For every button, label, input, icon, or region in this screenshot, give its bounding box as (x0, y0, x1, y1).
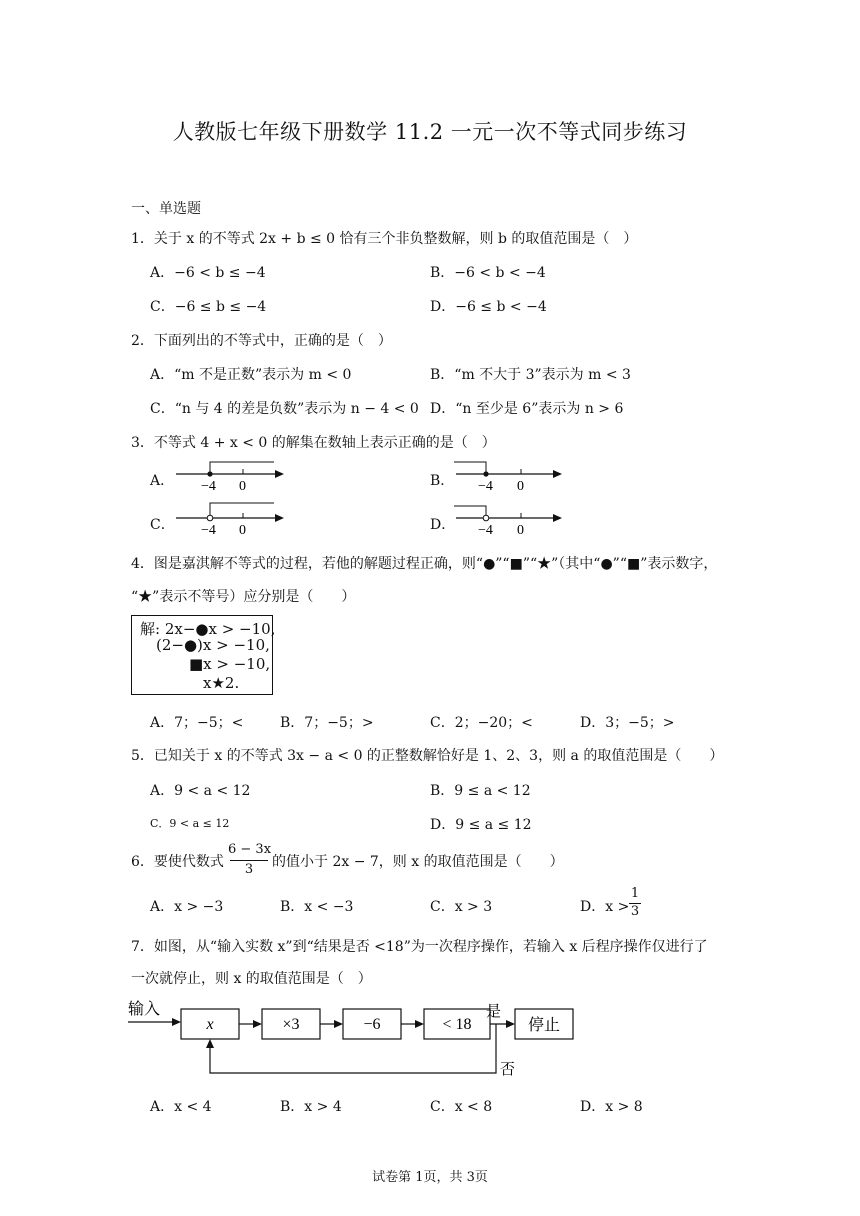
q2-option-c: C．“n 与 4 的差是负数”表示为 n − 4 < 0 (150, 401, 419, 417)
q4-solution-box (131, 615, 276, 695)
q4-option-d: D．3；−5；> (580, 715, 675, 731)
question-7-stem-line1: 7．如图，从“输入实数 x”到“结果是否 <18”为一次程序操作，若输入 x 后程序操作仅进行了 (131, 939, 708, 955)
solution-line-3: ■x > −10, (189, 655, 271, 673)
q3-option-c: C． (150, 517, 175, 533)
q7-option-d: D．x > 8 (580, 1099, 643, 1115)
q6-option-a: A．x > −3 (150, 899, 224, 915)
q3-number-line-c (172, 500, 292, 538)
q5-option-d: D．9 ≤ a ≤ 12 (430, 817, 532, 833)
flow-no-label: 否 (500, 1062, 516, 1078)
section-heading: 一、单选题 (131, 201, 201, 217)
question-4-stem-line1: 4．图是嘉淇解不等式的过程，若他的解题过程正确，则“●”“■”“★”（其中“●”“■”表示数字， (131, 556, 718, 572)
q5-option-a: A．9 < a < 12 (150, 783, 251, 799)
q7-flowchart (124, 994, 594, 1082)
q3-option-d: D． (430, 517, 456, 533)
q1-option-b: B．−6 < b < −4 (430, 265, 546, 281)
q6-d-denominator: 3 (630, 904, 640, 919)
q6-option-b: B．x < −3 (280, 899, 354, 915)
tick-label-neg4: −4 (201, 523, 216, 538)
tick-label-neg4: −4 (478, 479, 493, 494)
question-5-stem: 5．已知关于 x 的不等式 3x − a < 0 的正整数解恰好是 1、2、3，则 a 的取值范围是（ ） (131, 748, 724, 764)
solution-line-1: 解: 2x−●x > −10, (140, 620, 276, 638)
q6-fraction-denominator: 3 (244, 862, 254, 877)
q6-option-d: D．x > (580, 899, 630, 915)
q2-option-b: B．“m 不大于 3”表示为 m < 3 (430, 367, 631, 383)
flow-yes-label: 是 (486, 1004, 502, 1020)
q6-d-numerator: 1 (630, 886, 640, 901)
page-title: 人教版七年级下册数学 11.2 一元一次不等式同步练习 (172, 120, 688, 144)
tick-label-zero: 0 (239, 523, 246, 538)
q4-option-a: A．7；−5；< (150, 715, 244, 731)
svg-text:×3: ×3 (282, 1016, 300, 1033)
q3-number-line-b (452, 456, 572, 494)
question-2-stem: 2．下面列出的不等式中，正确的是（ ） (131, 333, 392, 349)
q6-fraction-numerator: 6 − 3x (228, 842, 272, 857)
q1-option-a: A．−6 < b ≤ −4 (150, 265, 266, 281)
q5-option-b: B．9 ≤ a < 12 (430, 783, 531, 799)
tick-label-zero: 0 (239, 479, 246, 494)
question-4-stem-line2: “★”表示不等号）应分别是（ ） (131, 589, 356, 605)
solution-line-4: x★2. (203, 674, 240, 692)
q3-number-line-a (172, 456, 292, 494)
tick-label-zero: 0 (517, 523, 524, 538)
svg-text:−6: −6 (363, 1016, 381, 1033)
q4-option-c: C．2；−20；< (430, 715, 533, 731)
question-6-stem-pre: 6．要使代数式 (131, 854, 224, 870)
q2-option-d: D．“n 至少是 6”表示为 n > 6 (430, 401, 624, 417)
tick-label-neg4: −4 (201, 479, 216, 494)
svg-text:x: x (206, 1016, 214, 1033)
solution-line-2: (2−●)x > −10, (156, 636, 270, 654)
q3-option-b: B． (430, 473, 455, 489)
svg-text:停止: 停止 (527, 1017, 561, 1034)
tick-label-zero: 0 (517, 479, 524, 494)
svg-text:< 18: < 18 (442, 1016, 472, 1033)
question-3-stem: 3．不等式 4 + x < 0 的解集在数轴上表示正确的是（ ） (131, 435, 496, 451)
q7-option-a: A．x < 4 (150, 1099, 212, 1115)
q3-number-line-d (452, 500, 572, 538)
question-1-stem: 1．关于 x 的不等式 2x + b ≤ 0 恰有三个非负整数解，则 b 的取值范围是（ ） (131, 231, 638, 247)
q5-option-c: C．9 < a ≤ 12 (150, 817, 230, 830)
q6-fraction-bar (230, 860, 268, 861)
question-7-stem-line2: 一次就停止，则 x 的取值范围是（ ） (131, 971, 372, 987)
flow-input-label: 输入 (128, 1001, 161, 1018)
question-6-stem-post: 的值小于 2x − 7，则 x 的取值范围是（ ） (272, 854, 564, 870)
q3-option-a: A． (150, 473, 175, 489)
q4-option-b: B．7；−5；> (280, 715, 374, 731)
q6-option-c: C．x > 3 (430, 899, 493, 915)
q7-option-c: C．x < 8 (430, 1099, 493, 1115)
q7-option-b: B．x > 4 (280, 1099, 342, 1115)
q1-option-c: C．−6 ≤ b ≤ −4 (150, 299, 267, 315)
q1-option-d: D．−6 ≤ b < −4 (430, 299, 547, 315)
tick-label-neg4: −4 (478, 523, 493, 538)
page-footer: 试卷第 1页，共 3页 (372, 1170, 488, 1185)
q2-option-a: A．“m 不是正数”表示为 m < 0 (150, 367, 352, 383)
